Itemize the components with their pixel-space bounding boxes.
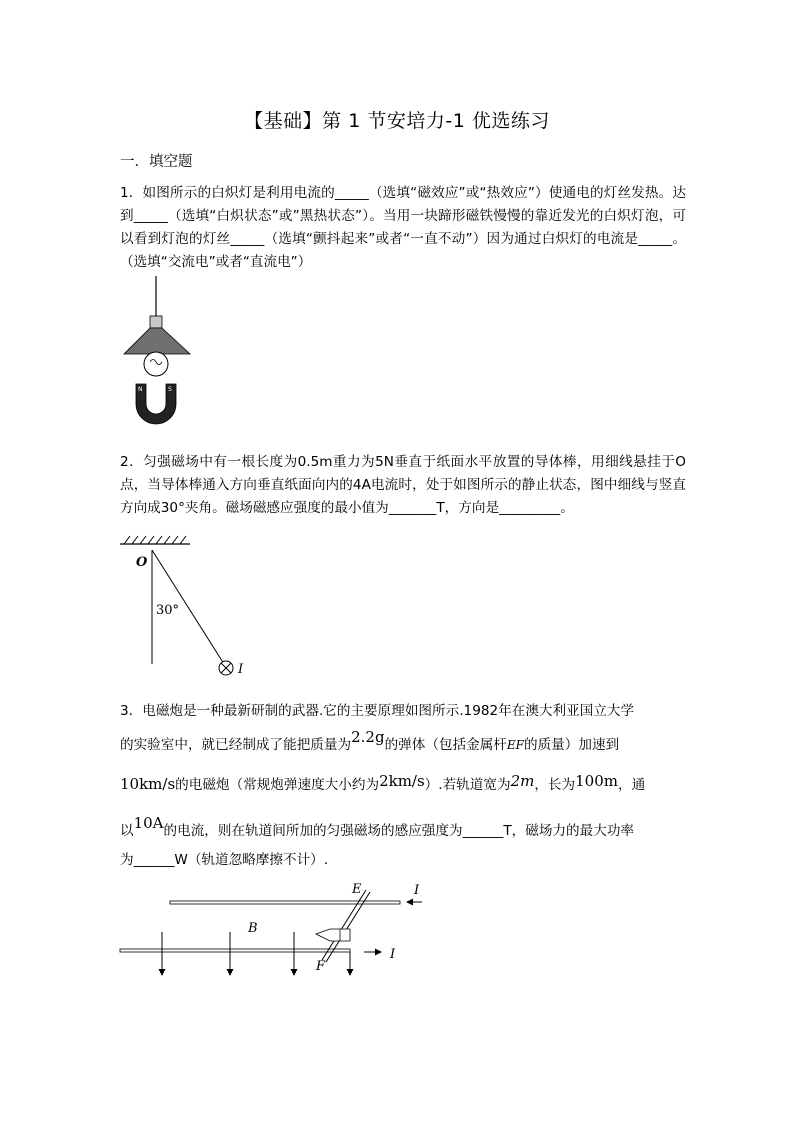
speed2-value: 2km/s [379, 772, 425, 790]
question-3-line-4: 以10A的电流，则在轨道间所加的匀强磁场的感应强度为______T，磁场力的最大功率 [120, 814, 635, 839]
current-label-upper: I [414, 883, 420, 898]
magnet-s-label: S [168, 386, 172, 393]
upper-rail [170, 901, 400, 904]
projectile [316, 929, 350, 941]
pivot-label: O [136, 555, 148, 570]
current-label-lower: I [390, 947, 396, 962]
current-value: 10A [133, 814, 164, 832]
current-label: I [238, 662, 244, 677]
rod-end-e: E [352, 882, 362, 897]
lower-rail [120, 949, 350, 952]
magnet-n-label: N [138, 386, 143, 393]
light-bulb [144, 352, 168, 376]
question-3-line-5: 为______W（轨道忽略摩擦不计）. [120, 852, 329, 868]
field-label-b: B [248, 921, 258, 936]
angle-label: 30° [156, 603, 180, 618]
rod-end-f: F [316, 959, 326, 974]
page-title: 【基础】第 1 节安培力-1 优选练习 [244, 110, 550, 132]
mass-value: 2.2g [351, 728, 385, 746]
question-3-line-1: 3．电磁炮是一种最新研制的武器.它的主要原理如图所示.1982年在澳大利亚国立大学 [120, 703, 635, 719]
ceiling-hatch [124, 536, 186, 544]
question-1-text: 1．如图所示的白炽灯是利用电流的_____（选填“磁效应”或“热效应”）使通电的灯丝发热。达到_____（选填“白炽状态”或”黑热状态”）。当用一块蹄形磁铁慢慢的靠近发光的白炽灯泡，可以看到灯泡的灯丝_____（选填“颤抖起来”或者“一直不动”）因为通过白炽灯的电流是_____。（选填“交流电”或者“直流电”） [120, 185, 686, 270]
pendulum-figure [118, 536, 258, 686]
lamp-socket [150, 316, 162, 328]
section-title: 一．填空题 [120, 154, 193, 170]
railgun-figure [118, 880, 438, 980]
question-3-line-3: 10km/s的电磁炮（常规炮弹速度大小约为2km/s）.若轨道宽为2m，长为100m，通 [120, 772, 646, 793]
question-3-line-2: 的实验室中，就已经制成了能把质量为2.2g的弹体（包括金属杆EF的质量）加速到 [120, 728, 620, 753]
lamp-shade [124, 328, 190, 354]
incandescent-lamp-figure [118, 276, 208, 436]
speed-value: 10km/s [120, 775, 176, 793]
rod-label-ef: EF [506, 738, 524, 752]
width-value: 2m [510, 772, 535, 790]
question-2-text: 2．匀强磁场中有一根长度为0.5m重力为5N垂直于纸面水平放置的导体棒，用细线悬挂于O点，当导体棒通入方向垂直纸面向内的4A电流时，处于如图所示的静止状态，图中细线与竖直方向成30°夹角。磁场磁感应强度的最小值为_______T，方向是_________。 [120, 454, 686, 516]
length-value: 100m [575, 772, 618, 790]
